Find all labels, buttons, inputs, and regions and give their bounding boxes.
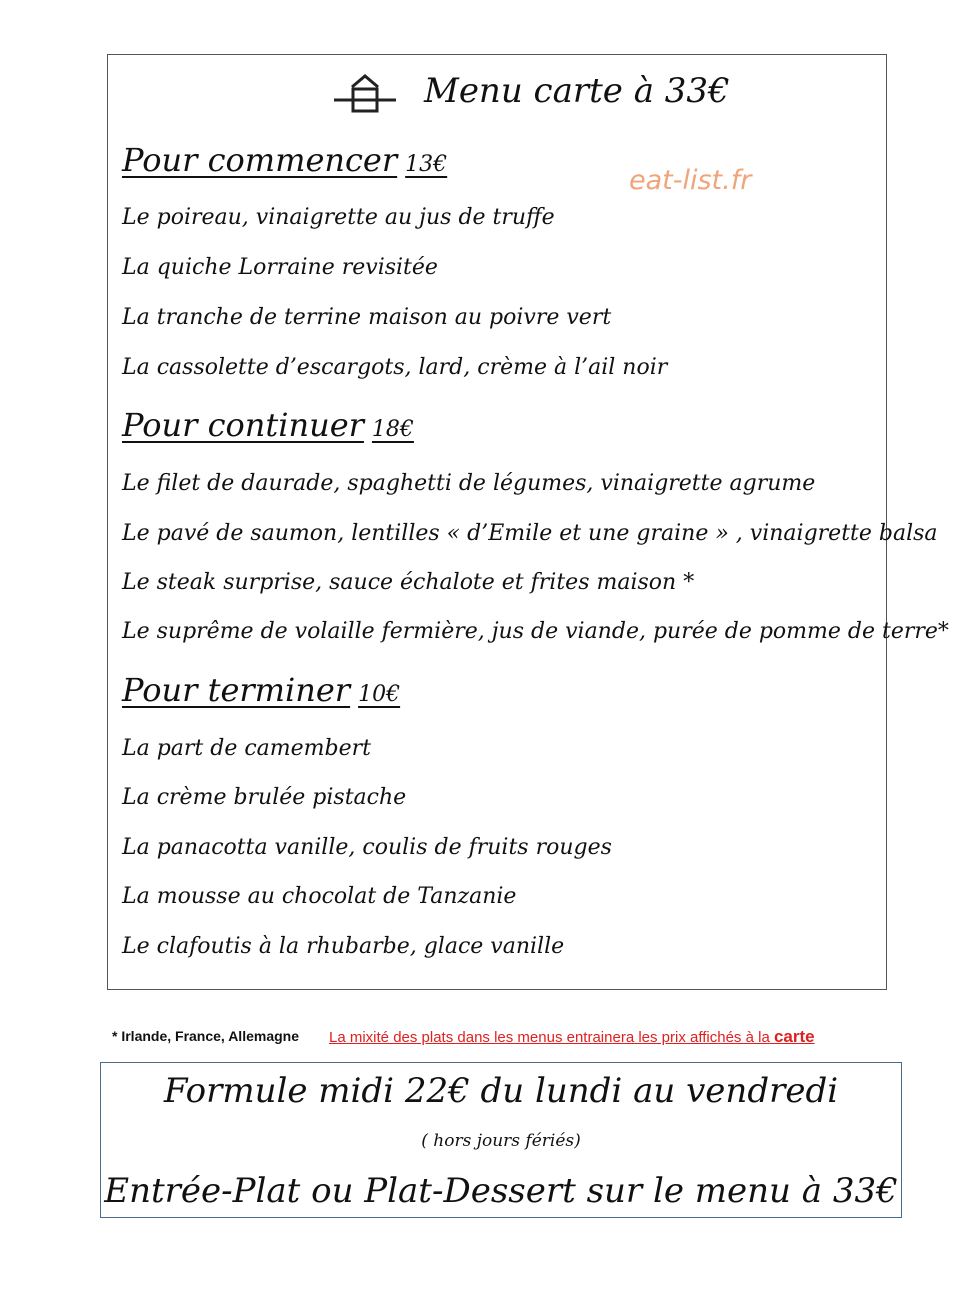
menu-card	[107, 54, 949, 990]
menu-item: La tranche de terrine maison au poivre vert	[122, 305, 612, 330]
section-price: 18€	[371, 417, 414, 442]
menu-item: La quiche Lorraine revisitée	[122, 255, 438, 280]
section-title: Pour terminer	[122, 671, 351, 709]
section-price: 10€	[358, 682, 401, 707]
watermark: eat-list.fr	[629, 165, 752, 196]
mixing-warning	[329, 1027, 815, 1047]
menu-item: La panacotta vanille, coulis de fruits rouges	[122, 835, 612, 860]
menu-item: La cassolette d’escargots, lard, crème à l’ail noir	[122, 355, 668, 380]
menu-item: Le filet de daurade, spaghetti de légumes, vinaigrette agrume	[122, 471, 816, 496]
menu-item: Le suprême de volaille fermière, jus de viande, purée de pomme de terre*	[122, 619, 949, 644]
menu-header	[108, 67, 886, 117]
section-title: Pour continuer	[122, 406, 364, 444]
menu-item: Le pavé de saumon, lentilles « d’Emile et une graine » , vinaigrette balsa	[122, 521, 938, 546]
section-heading-terminer	[122, 671, 400, 709]
warning-text: La mixité des plats dans les menus entrainera les prix affichés à la	[329, 1029, 770, 1046]
menu-item: Le clafoutis à la rhubarbe, glace vanille	[122, 934, 565, 959]
section-heading-commencer	[122, 141, 447, 179]
section-heading-continuer	[122, 406, 414, 444]
section-price: 13€	[405, 152, 448, 177]
menu-item: La mousse au chocolat de Tanzanie	[122, 884, 517, 909]
formula-detail: Entrée-Plat ou Plat-Dessert sur le menu à 33€	[104, 1171, 898, 1211]
menu-title: Menu carte à 33€	[424, 71, 730, 111]
formula-title: Formule midi 22€ du lundi au vendredi	[163, 1071, 839, 1111]
formula-note: ( hors jours fériés)	[421, 1131, 581, 1151]
warning-emphasis: carte	[773, 1027, 815, 1046]
menu-item: La part de camembert	[122, 736, 372, 761]
origin-footnote: * Irlande, France, Allemagne	[112, 1028, 299, 1044]
house-icon	[334, 69, 396, 115]
section-title: Pour commencer	[122, 141, 398, 179]
lunch-formula-box	[100, 1062, 902, 1218]
menu-item: La crème brulée pistache	[122, 785, 407, 810]
menu-item: Le steak surprise, sauce échalote et frites maison *	[122, 570, 695, 595]
menu-item: Le poireau, vinaigrette au jus de truffe	[122, 205, 555, 230]
